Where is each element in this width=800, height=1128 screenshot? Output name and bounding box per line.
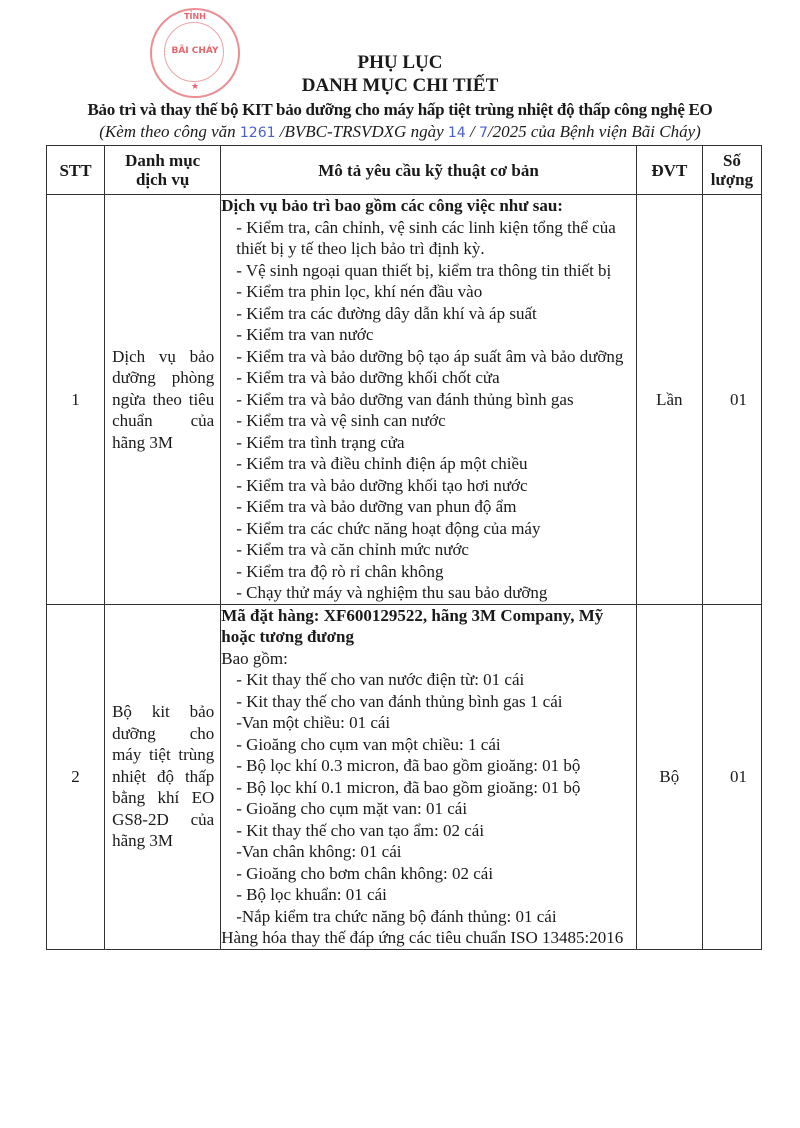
row-unit: Bộ (636, 604, 702, 949)
row-quantity: 01 (702, 195, 761, 605)
description-item: -Nắp kiểm tra chức năng bộ đánh thủng: 01 cái (236, 906, 557, 926)
description-item: - Kiểm tra van nước (236, 325, 374, 344)
ref-month-handwritten: 7 (478, 125, 488, 141)
row-description (221, 604, 637, 949)
ref-suffix: /2025 của Bệnh viện Bãi Cháy) (487, 122, 701, 141)
description-item: - Kit thay thế cho van đánh thủng bình gas 1 cái (236, 691, 563, 711)
detail-table (46, 145, 762, 950)
description-item: - Kiểm tra độ rò rỉ chân không (236, 561, 444, 581)
description-item: - Gioăng cho bơm chân không: 02 cái (236, 863, 494, 883)
description-item: - Kiểm tra các chức năng hoạt động của máy (236, 518, 541, 538)
table-header-row (47, 146, 762, 195)
reference-line (0, 121, 800, 144)
ref-mid: /BVBC-TRSVDXG ngày (275, 122, 448, 141)
description-list (221, 217, 636, 604)
row-unit: Lần (636, 195, 702, 605)
description-item: - Kiểm tra và bảo dưỡng van phun độ ẩm (236, 497, 517, 516)
header-quantity: Số lượng (702, 146, 761, 195)
stamp-top-text: TỈNH (184, 12, 206, 21)
description-item: - Kiểm tra và bảo dưỡng khối chốt cửa (236, 368, 500, 387)
description-intro: Bao gồm: (221, 648, 288, 668)
description-item: - Kiểm tra phin lọc, khí nén đầu vào (236, 282, 483, 301)
description-item: - Kiểm tra và điều chỉnh điện áp một chiều (236, 454, 528, 473)
description-item: - Kiểm tra và bảo dưỡng bộ tạo áp suất âm và bảo dưỡng (236, 346, 624, 366)
description-item: - Bộ lọc khí 0.1 micron, đã bao gồm gioăng: 01 bộ (236, 777, 581, 797)
header-stt: STT (47, 146, 105, 195)
stamp-center-text: BÃI CHÁY (171, 46, 219, 56)
description-item: - Bộ lọc khuẩn: 01 cái (236, 885, 387, 904)
description-item: - Kiểm tra tình trạng cửa (236, 432, 405, 452)
header-category: Danh mục dịch vụ (105, 146, 221, 195)
description-item: - Kit thay thế cho van tạo ẩm: 02 cái (236, 820, 485, 840)
description-item: -Van chân không: 01 cái (236, 842, 402, 861)
ref-number-handwritten: 1261 (239, 125, 276, 141)
table-row (47, 195, 762, 605)
description-item: - Kiểm tra các đường dây dẫn khí và áp suất (236, 303, 537, 323)
detail-list-title: DANH MỤC CHI TIẾT (301, 75, 499, 96)
row-description (221, 195, 637, 605)
description-item: - Chạy thử máy và nghiệm thu sau bảo dưỡng (236, 583, 548, 602)
appendix-title: PHỤ LỤC (357, 52, 443, 73)
row-category (105, 604, 221, 949)
row-category (105, 195, 221, 605)
description-title: Mã đặt hàng: XF600129522, hãng 3M Company, Mỹ hoặc tương đương (221, 605, 604, 646)
description-item: -Van một chiều: 01 cái (236, 713, 391, 732)
table-row (47, 604, 762, 949)
description-item: - Gioăng cho cụm mặt van: 01 cái (236, 799, 468, 818)
description-item: - Kiểm tra và vệ sinh can nước (236, 411, 446, 430)
row-stt: 1 (47, 195, 105, 605)
description-item: - Kit thay thế cho van nước điện từ: 01 cái (236, 670, 525, 689)
header-unit: ĐVT (636, 146, 702, 195)
description-item: - Kiểm tra và bảo dưỡng khối tạo hơi nước (236, 475, 528, 495)
header-description: Mô tả yêu cầu kỹ thuật cơ bản (221, 146, 637, 195)
description-item: - Vệ sinh ngoại quan thiết bị, kiểm tra thông tin thiết bị (236, 260, 612, 280)
row-stt: 2 (47, 604, 105, 949)
stamp-star-icon: ★ (190, 82, 200, 92)
description-item: - Bộ lọc khí 0.3 micron, đã bao gồm gioăng: 01 bộ (236, 756, 581, 775)
category-text: Dịch vụ bảo dưỡng phòng ngừa theo tiêu chuẩn của hãng 3M (112, 346, 215, 452)
ref-day-handwritten: 14 (447, 125, 466, 141)
description-list (221, 669, 636, 927)
ref-sep: / (465, 122, 479, 141)
description-item: - Kiểm tra, cân chỉnh, vệ sinh các linh kiện tổng thể của thiết bị y tế theo lịch bảo trì định kỳ. (236, 217, 616, 258)
description-item: - Kiểm tra và căn chỉnh mức nước (236, 540, 469, 559)
description-item: - Kiểm tra và bảo dưỡng van đánh thủng bình gas (236, 389, 574, 409)
document-subtitle: Bảo trì và thay thế bộ KIT bảo dưỡng cho máy hấp tiệt trùng nhiệt độ thấp công nghệ EO (87, 100, 713, 119)
description-title: Dịch vụ bảo trì bao gồm các công việc như sau: (221, 196, 563, 215)
category-text: Bộ kit bảo dưỡng cho máy tiệt trùng nhiệt độ thấp bằng khí EO GS8-2D của hãng 3M (112, 702, 215, 851)
ref-prefix: (Kèm theo công văn (99, 122, 240, 141)
description-item: - Gioăng cho cụm van một chiều: 1 cái (236, 734, 501, 754)
row-quantity: 01 (702, 604, 761, 949)
description-footer: Hàng hóa thay thế đáp ứng các tiêu chuẩn ISO 13485:2016 (221, 928, 624, 947)
